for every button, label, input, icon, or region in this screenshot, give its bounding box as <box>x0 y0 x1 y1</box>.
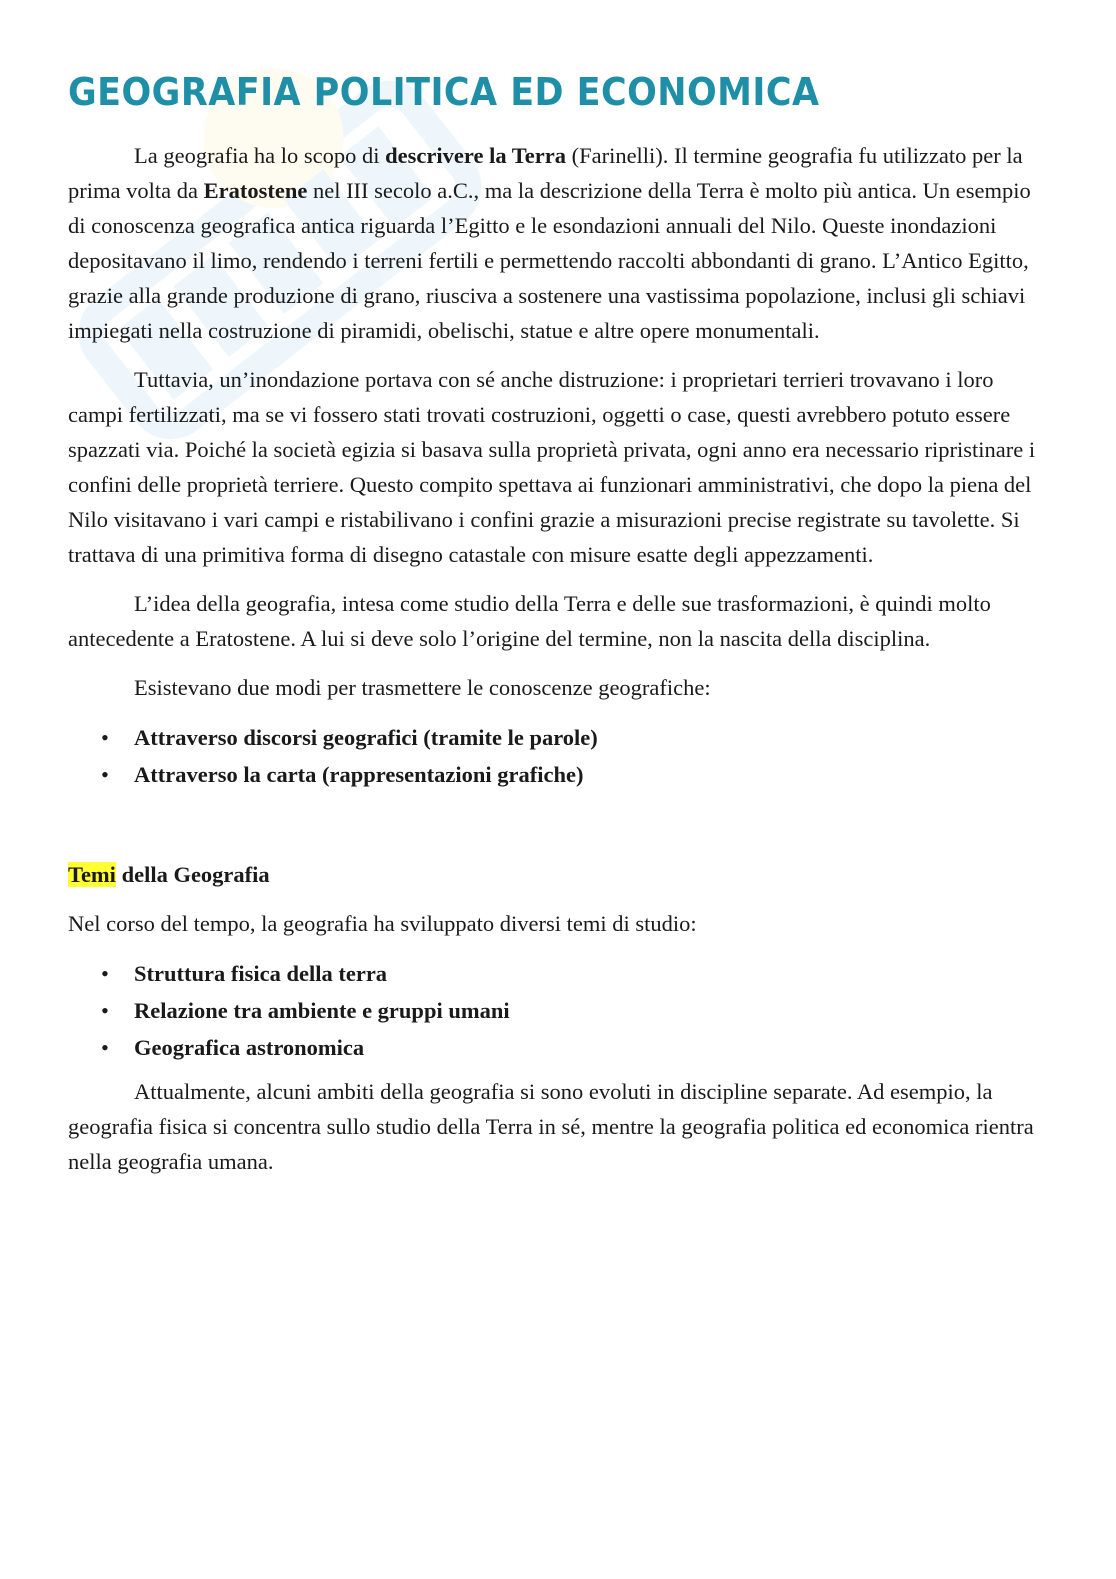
heading-text: della Geografia <box>115 861 270 887</box>
paragraph-closing: Attualmente, alcuni ambiti della geografia si sono evoluti in discipline separate. Ad esempio, la geografia fisica si concentra sullo studio della Terra in sé, mentre la geografia politica ed economica rientra nella geografia umana. <box>68 1078 1034 1174</box>
bold-term-descrivere: descrivere la Terra <box>385 142 566 168</box>
paragraph-temi-intro: Nel corso del tempo, la geografia ha sviluppato diversi temi di studio: <box>68 910 697 936</box>
list-item: • Attraverso discorsi geografici (tramite le parole) <box>134 719 1048 756</box>
list-item: • Geografica astronomica <box>134 1029 1048 1066</box>
highlighted-word: Temi <box>68 861 116 887</box>
list-item: • Attraverso la carta (rappresentazioni grafiche) <box>134 756 1048 793</box>
document-title: GEOGRAFIA POLITICA ED ECONOMICA <box>68 70 820 114</box>
paragraph-inondazione: Tuttavia, un’inondazione portava con sé anche distruzione: i proprietari terrieri trovavano i loro campi fertilizzati, ma se vi fossero stati trovati costruzioni, oggetti o case, questi avrebbero potuto essere spazzati via. Poiché la società egizia si basava sulla proprietà privata, ogni anno era necessario ripristinare i confini delle proprietà terriere. Questo compito spettava ai funzionari amministrativi, che dopo la piena del Nilo visitavano i vari campi e ristabilivano i confini grazie a misurazioni precise registrate su tavolette. Si trattava di una primitiva forma di disegno catastale con misure esatte degli appezzamenti. <box>68 366 1036 567</box>
paragraph-idea-geografia: L’idea della geografia, intesa come studio della Terra e delle sue trasformazioni, è quindi molto antecedente a Eratostene. A lui si deve solo l’origine del termine, non la nascita della disciplina. <box>68 590 991 651</box>
bold-term-eratostene: Eratostene <box>203 177 308 203</box>
list-temi <box>68 955 1048 1066</box>
text-run: nel III secolo a.C., ma la descrizione della Terra è molto più antica. Un esempio di conoscenza geografica antica riguarda l’Egitto e le esondazioni annuali del Nilo. Queste inondazioni depositavano il limo, rendendo i terreni fertili e permettendo raccolti abbondanti di grano. L’Antico Egitto, grazie alla grande produzione di grano, riusciva a sostenere una vastissima popolazione, inclusi gli schiavi impiegati nella costruzione di piramidi, obelischi, statue e altre opere monumentali. <box>68 177 1031 343</box>
text-run: La geografia ha lo scopo di <box>134 142 386 168</box>
paragraph-modi: Esistevano due modi per trasmettere le conoscenze geografiche: <box>134 674 711 700</box>
text-run: (Farinelli). Il termine geografia fu utilizzato per la prima volta da <box>68 142 1023 203</box>
document-page <box>68 70 1048 1193</box>
list-item: • Struttura fisica della terra <box>134 955 1048 992</box>
section-heading-temi <box>68 857 1048 892</box>
list-modes <box>68 719 1048 793</box>
list-item: • Relazione tra ambiente e gruppi umani <box>134 992 1048 1029</box>
paragraph-intro <box>68 138 1048 348</box>
